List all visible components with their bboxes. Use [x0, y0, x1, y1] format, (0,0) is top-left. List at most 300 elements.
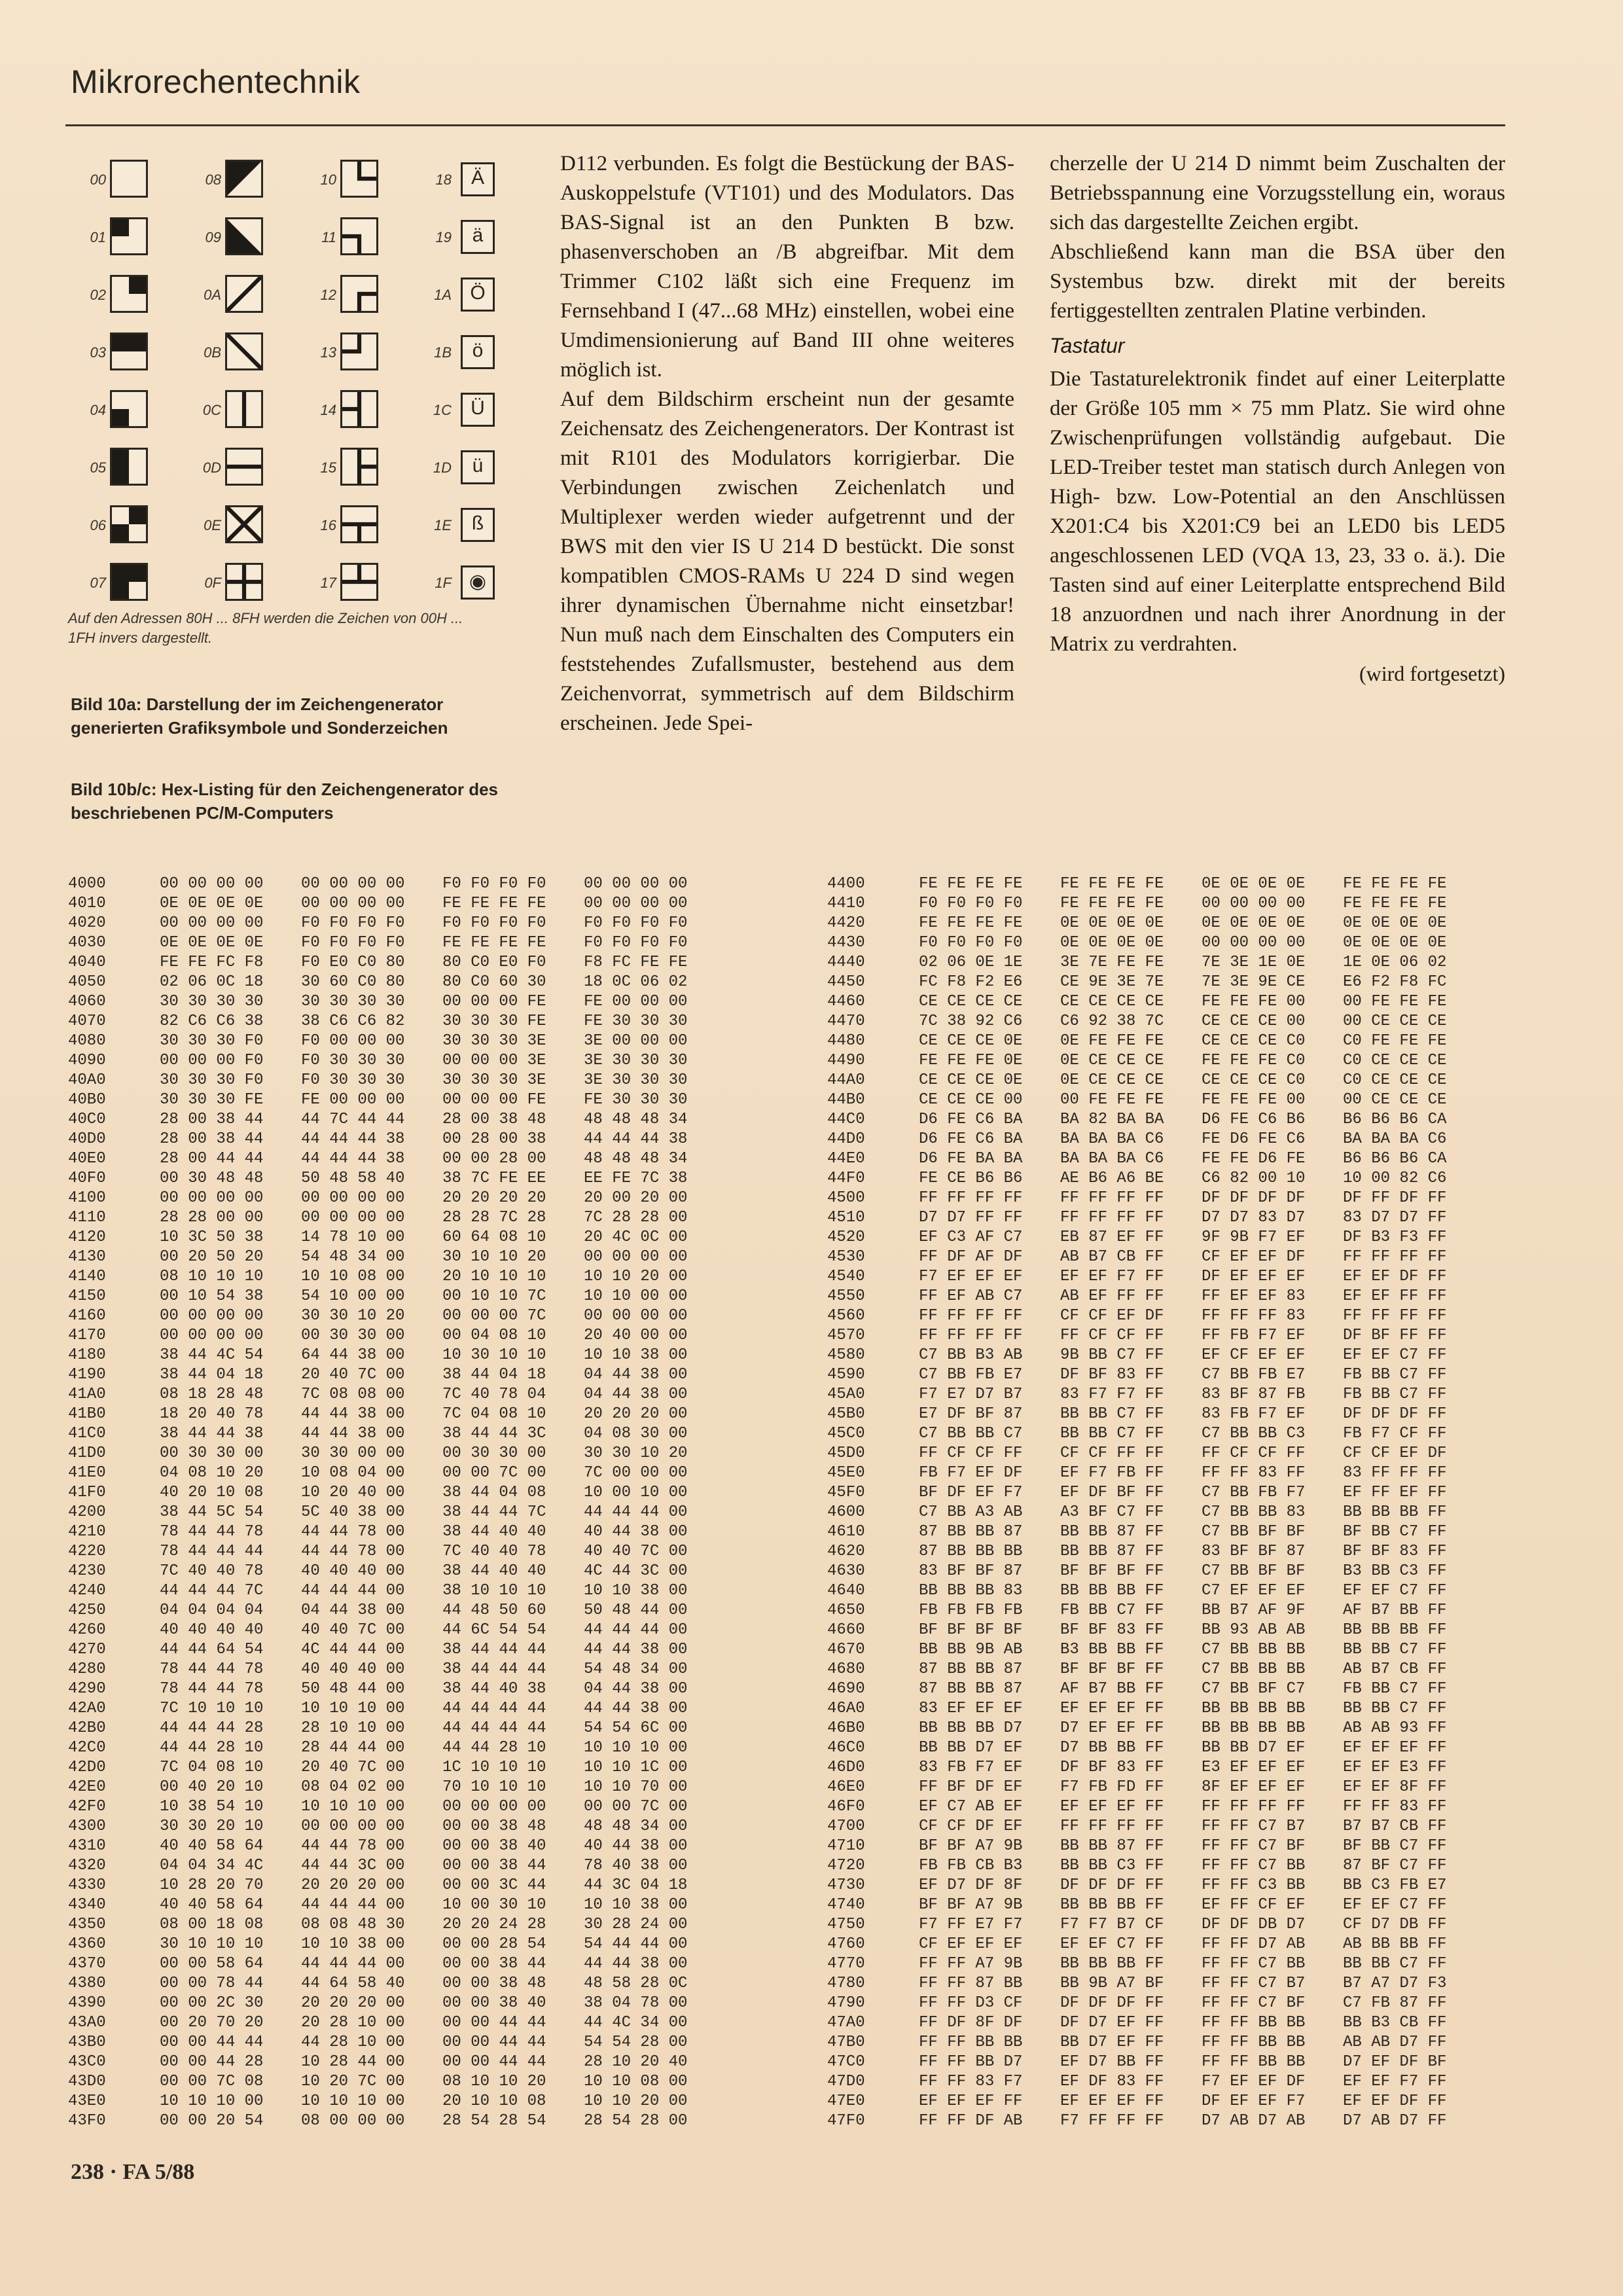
glyph-05 [65, 445, 180, 503]
glyph-symbol [340, 217, 378, 255]
hex-address: 4580 [827, 1346, 865, 1364]
hex-bytes: 00 00 78 44 [160, 1975, 264, 1992]
hex-bytes: 28 28 00 00 [160, 1209, 264, 1227]
hex-bytes: 00 00 00 00 [442, 1798, 546, 1816]
hex-bytes: C0 CE CE CE [1343, 1071, 1447, 1089]
hex-bytes: 44 3C 04 18 [584, 1876, 688, 1894]
hex-bytes: 44 28 10 00 [301, 2034, 405, 2051]
hex-bytes: C7 BB FB E7 [1202, 1366, 1306, 1384]
hex-bytes: 38 44 04 08 [442, 1484, 546, 1501]
hex-bytes: D6 FE BA BA [919, 1150, 1023, 1168]
hex-address: 4350 [68, 1916, 106, 1933]
glyph-symbol [225, 160, 263, 198]
hex-bytes: 00 00 20 54 [160, 2112, 264, 2130]
hex-bytes: 44 44 44 44 [442, 1719, 546, 1737]
hex-address: 4370 [68, 1955, 106, 1973]
glyph-symbol [110, 160, 148, 198]
glyph-1E [411, 503, 526, 560]
hex-bytes: 04 08 10 20 [160, 1464, 264, 1482]
hex-bytes: 7C 00 00 00 [584, 1464, 688, 1482]
hex-bytes: 38 44 44 44 [442, 1660, 546, 1678]
glyph-10 [296, 157, 410, 215]
hex-bytes: FF CF CF FF [919, 1444, 1023, 1462]
hex-address: 4690 [827, 1680, 865, 1698]
hex-bytes: BF DF EF F7 [919, 1484, 1023, 1501]
hex-bytes: F7 FF FF FF [1060, 2112, 1164, 2130]
hex-address: 4130 [68, 1248, 106, 1266]
hex-address: 4310 [68, 1837, 106, 1855]
hex-bytes: EF EF EF FF [1060, 1798, 1164, 1816]
glyph-symbol [110, 505, 148, 543]
hex-bytes: 0E 0E 0E 0E [1060, 934, 1164, 952]
hex-address: 42B0 [68, 1719, 106, 1737]
hex-bytes: 78 40 38 00 [584, 1857, 688, 1874]
hex-bytes: 44 4C 34 00 [584, 2014, 688, 2032]
hex-bytes: 44 44 38 00 [301, 1405, 405, 1423]
hex-bytes: 44 44 28 10 [160, 1739, 264, 1757]
hex-bytes: 40 40 40 00 [301, 1562, 405, 1580]
hex-bytes: 00 00 44 44 [160, 2034, 264, 2051]
hex-bytes: FF FF C7 B7 [1202, 1818, 1306, 1835]
hex-bytes: F0 30 30 30 [301, 1052, 405, 1069]
glyph-symbol [225, 505, 263, 543]
glyph-char: Ü [471, 397, 485, 419]
hex-bytes: 18 20 40 78 [160, 1405, 264, 1423]
hex-bytes: F7 F7 B7 CF [1060, 1916, 1164, 1933]
hex-bytes: EF EF C7 FF [1343, 1896, 1447, 1914]
hex-bytes: DF DF DF FF [1060, 1876, 1164, 1894]
hex-bytes: 38 04 78 00 [584, 1994, 688, 2012]
hex-bytes: EF EF C7 FF [1060, 1935, 1164, 1953]
hex-address: 45F0 [827, 1484, 865, 1501]
hex-bytes: 87 BB BB 87 [919, 1660, 1023, 1678]
hex-bytes: DF DF DB D7 [1202, 1916, 1306, 1933]
hex-bytes: FF FF FF FF [919, 1327, 1023, 1344]
caption-bild-10a: Bild 10a: Darstellung der im Zeichengenerator generierten Grafiksymbole und Sonderzeichen [71, 694, 448, 738]
hex-bytes: 28 00 38 44 [160, 1111, 264, 1128]
hex-bytes: CF CF DF EF [919, 1818, 1023, 1835]
glyph-code: 12 [320, 287, 336, 303]
header-rule [65, 124, 1505, 126]
hex-address: 41D0 [68, 1444, 106, 1462]
hex-bytes: 30 10 10 20 [442, 1248, 546, 1266]
hex-bytes: 00 28 00 38 [442, 1130, 546, 1148]
hex-bytes: 3E 30 30 30 [584, 1052, 688, 1069]
hex-bytes: 04 04 04 04 [160, 1602, 264, 1619]
hex-bytes: FF FF 87 BB [919, 1975, 1023, 1992]
hex-bytes: 10 10 1C 00 [584, 1759, 688, 1776]
hex-bytes: 10 10 00 00 [584, 1287, 688, 1305]
hex-bytes: BB BB BB FF [1060, 1896, 1164, 1914]
glyph-symbol [340, 390, 378, 428]
hex-address: 4330 [68, 1876, 106, 1894]
hex-bytes: DF DF DF DF [1202, 1189, 1306, 1207]
hex-address: 46E0 [827, 1778, 865, 1796]
hex-bytes: FE FE FE FE [442, 895, 546, 912]
hex-bytes: FE CE B6 B6 [919, 1170, 1023, 1187]
hex-bytes: 00 04 08 10 [442, 1327, 546, 1344]
hex-bytes: 54 10 00 00 [301, 1287, 405, 1305]
hex-bytes: F7 EF EF DF [1202, 2073, 1306, 2090]
hex-bytes: 30 60 C0 80 [301, 973, 405, 991]
hex-bytes: DF BF 83 FF [1060, 1759, 1164, 1776]
hex-bytes: AB B7 CB FF [1060, 1248, 1164, 1266]
hex-address: 4670 [827, 1641, 865, 1659]
hex-bytes: C7 BB B3 AB [919, 1346, 1023, 1364]
hex-bytes: EF D7 DF 8F [919, 1876, 1023, 1894]
hex-bytes: CE CE CE CE [919, 993, 1023, 1011]
hex-bytes: 38 44 40 40 [442, 1562, 546, 1580]
hex-bytes: FE FE FE 00 [1202, 993, 1306, 1011]
hex-bytes: F0 F0 F0 F0 [301, 914, 405, 932]
hex-bytes: C7 FB 87 FF [1343, 1994, 1447, 2012]
hex-bytes: FF CF CF FF [1202, 1444, 1306, 1462]
hex-bytes: 04 04 34 4C [160, 1857, 264, 1874]
hex-bytes: F0 E0 C0 80 [301, 954, 405, 971]
hex-bytes: 00 20 50 20 [160, 1248, 264, 1266]
hex-bytes: FE 00 00 00 [584, 993, 688, 1011]
hex-bytes: 00 00 00 00 [160, 1327, 264, 1344]
hex-bytes: EF EF 8F FF [1343, 1778, 1447, 1796]
hex-address: 43E0 [68, 2092, 106, 2110]
hex-address: 4360 [68, 1935, 106, 1953]
paragraph: Die Tastaturelektronik findet auf einer Leiterplatte der Größe 105 mm × 75 mm Platz. Sie wird ohne Zwischenprüfungen vollständig aufgebaut. Die LED-Treiber testet man statisch durch Anlegen von High- bzw. Low-Potential an den Anschlüssen X201:C4 bis X201:C9 bei an LED0 bis LED5 angeschlossenen LED (VQA 13, 23, 33 o. ä.). Die Tasten sind auf einer Leiterplatte entsprechend Bild 18 anzuordnen und nach ihrer Anordnung in der Matrix zu verdrahten. [1050, 367, 1505, 656]
hex-bytes: F0 F0 F0 F0 [584, 934, 688, 952]
hex-bytes: 7C 04 08 10 [442, 1405, 546, 1423]
glyph-code: 1C [433, 402, 452, 418]
hex-address: 4590 [827, 1366, 865, 1384]
hex-bytes: 28 10 10 00 [301, 1719, 405, 1737]
hex-bytes: FB FB CB B3 [919, 1857, 1023, 1874]
hex-bytes: 40 40 7C 00 [301, 1621, 405, 1639]
hex-address: 4400 [827, 875, 865, 893]
hex-bytes: FF FF FF FF [919, 1189, 1023, 1207]
hex-bytes: 10 28 44 00 [301, 2053, 405, 2071]
hex-bytes: CF EF EF DF [1202, 1248, 1306, 1266]
hex-bytes: BB BB BB FF [1343, 1621, 1447, 1639]
hex-bytes: BB BB C7 FF [1343, 1641, 1447, 1659]
glyph-02 [65, 272, 180, 330]
hex-bytes: C6 92 38 7C [1060, 1013, 1164, 1030]
hex-bytes: 08 18 28 48 [160, 1386, 264, 1403]
hex-bytes: 7C 04 08 10 [160, 1759, 264, 1776]
hex-address: 4030 [68, 934, 106, 952]
subheading-tastatur: Tastatur [1050, 334, 1125, 357]
hex-bytes: EF C3 AF C7 [919, 1229, 1023, 1246]
hex-bytes: FF FF BB D7 [919, 2053, 1023, 2071]
hex-bytes: BB C3 FB E7 [1343, 1876, 1447, 1894]
glyph-symbol [461, 278, 495, 312]
hex-address: 4390 [68, 1994, 106, 2012]
hex-bytes: FF FB F7 EF [1202, 1327, 1306, 1344]
glyph-code: 04 [90, 402, 106, 418]
hex-bytes: EF EF DF FF [1343, 1268, 1447, 1285]
hex-bytes: BF BF 83 FF [1060, 1621, 1164, 1639]
hex-address: 4240 [68, 1582, 106, 1600]
hex-bytes: FF FF FF FF [1060, 1189, 1164, 1207]
hex-bytes: 28 00 38 44 [160, 1130, 264, 1148]
hex-bytes: FF FF FF FF [919, 1307, 1023, 1325]
hex-address: 4570 [827, 1327, 865, 1344]
hex-address: 4380 [68, 1975, 106, 1992]
hex-address: 4470 [827, 1013, 865, 1030]
hex-bytes: 0E 0E 0E 0E [160, 934, 264, 952]
hex-bytes: AB EF FF FF [1060, 1287, 1164, 1305]
hex-bytes: 44 44 44 7C [160, 1582, 264, 1600]
hex-bytes: 80 C0 E0 F0 [442, 954, 546, 971]
hex-bytes: BA 82 BA BA [1060, 1111, 1164, 1128]
glyph-char: ◉ [469, 571, 487, 592]
hex-bytes: B3 BB BB FF [1060, 1641, 1164, 1659]
hex-bytes: FF FF BB BB [1202, 2034, 1306, 2051]
glyph-code: 00 [90, 171, 106, 188]
hex-bytes: 00 00 44 44 [442, 2034, 546, 2051]
hex-bytes: 38 7C FE EE [442, 1170, 546, 1187]
hex-bytes: EF EF FF FF [1343, 1287, 1447, 1305]
hex-bytes: 9F 9B F7 EF [1202, 1229, 1306, 1246]
glyph-block [112, 565, 146, 582]
hex-bytes: 0E CE CE CE [1060, 1052, 1164, 1069]
glyph-symbol [110, 275, 148, 313]
glyph-symbol [225, 217, 263, 255]
glyph-08 [181, 157, 295, 215]
hex-bytes: CF CF FF FF [1060, 1444, 1164, 1462]
hex-bytes: D7 D7 83 D7 [1202, 1209, 1306, 1227]
glyph-figure [65, 157, 524, 615]
hex-bytes: 00 00 7C 08 [160, 2073, 264, 2090]
glyph-0E [181, 503, 295, 560]
glyph-code: 05 [90, 459, 106, 476]
hex-bytes: 44 44 44 28 [160, 1719, 264, 1737]
hex-bytes: 20 20 20 00 [301, 1876, 405, 1894]
hex-bytes: 8F EF EF EF [1202, 1778, 1306, 1796]
hex-bytes: 10 3C 50 38 [160, 1229, 264, 1246]
hex-bytes: 00 00 00 FE [442, 1091, 546, 1109]
hex-bytes: 54 48 34 00 [301, 1248, 405, 1266]
glyph-code: 18 [435, 171, 452, 188]
hex-bytes: BB BB C3 FF [1060, 1857, 1164, 1874]
glyph-code: 01 [90, 229, 106, 245]
hex-bytes: DF B3 F3 FF [1343, 1229, 1447, 1246]
hex-bytes: 00 00 00 00 [584, 875, 688, 893]
hex-address: 4620 [827, 1543, 865, 1560]
glyph-symbol [461, 565, 495, 600]
hex-bytes: D7 AB D7 AB [1202, 2112, 1306, 2130]
glyph-code: 14 [320, 402, 336, 418]
hex-bytes: CE CE CE 00 [1202, 1013, 1306, 1030]
hex-address: 40F0 [68, 1170, 106, 1187]
hex-bytes: FF FF FF FF [1060, 1818, 1164, 1835]
hex-bytes: 00 00 00 00 [584, 1248, 688, 1266]
hex-bytes: 10 10 38 00 [584, 1346, 688, 1364]
hex-bytes: FE FE FE 0E [919, 1052, 1023, 1069]
hex-bytes: 30 30 30 F0 [160, 1032, 264, 1050]
hex-bytes: FF FF BB BB [1202, 2053, 1306, 2071]
hex-bytes: 83 BF 87 FB [1202, 1386, 1306, 1403]
hex-bytes: 00 00 00 00 [160, 1307, 264, 1325]
hex-address: 47C0 [827, 2053, 865, 2071]
hex-address: 4410 [827, 895, 865, 912]
hex-bytes: F7 E7 D7 B7 [919, 1386, 1023, 1403]
hex-bytes: 44 44 44 44 [442, 1700, 546, 1717]
hex-address: 4610 [827, 1523, 865, 1541]
hex-bytes: 60 64 08 10 [442, 1229, 546, 1246]
hex-bytes: DF BF 83 FF [1060, 1366, 1164, 1384]
hex-bytes: 00 00 44 44 [442, 2014, 546, 2032]
hex-bytes: 04 44 38 00 [584, 1366, 688, 1384]
hex-bytes: 1C 10 10 10 [442, 1759, 546, 1776]
hex-bytes: FB BB C7 FF [1343, 1680, 1447, 1698]
hex-bytes: F0 F0 F0 F0 [442, 914, 546, 932]
hex-address: 4160 [68, 1307, 106, 1325]
hex-bytes: D7 D7 FF FF [919, 1209, 1023, 1227]
hex-address: 4260 [68, 1621, 106, 1639]
hex-bytes: FE FE FE FE [919, 875, 1023, 893]
hex-bytes: 40 20 10 08 [160, 1484, 264, 1501]
glyph-code: 1A [434, 287, 452, 303]
hex-bytes: FB BB C7 FF [1060, 1602, 1164, 1619]
hex-bytes: E7 DF BF 87 [919, 1405, 1023, 1423]
glyph-char: ä [472, 224, 484, 246]
hex-bytes: EF EF E3 FF [1343, 1759, 1447, 1776]
hex-bytes: BF BF A7 9B [919, 1896, 1023, 1914]
hex-address: 4460 [827, 993, 865, 1011]
hex-bytes: 00 00 00 FE [442, 993, 546, 1011]
hex-address: 40A0 [68, 1071, 106, 1089]
hex-bytes: 30 30 10 20 [301, 1307, 405, 1325]
hex-bytes: FF FF 83 F7 [919, 2073, 1023, 2090]
glyph-code: 0D [202, 459, 221, 476]
hex-bytes: 1E 0E 06 02 [1343, 954, 1447, 971]
hex-address: 4710 [827, 1837, 865, 1855]
glyph-code: 10 [320, 171, 336, 188]
glyph-symbol [225, 448, 263, 486]
hex-bytes: 10 10 70 00 [584, 1778, 688, 1796]
hex-address: 43A0 [68, 2014, 106, 2032]
hex-bytes: 00 FE FE FE [1343, 993, 1447, 1011]
hex-address: 4050 [68, 973, 106, 991]
hex-bytes: 30 10 10 10 [160, 1935, 264, 1953]
hex-bytes: 00 CE CE CE [1343, 1091, 1447, 1109]
hex-bytes: BB BB BB D7 [919, 1719, 1023, 1737]
hex-bytes: 00 00 44 44 [442, 2053, 546, 2071]
glyph-code: 06 [90, 517, 106, 533]
hex-bytes: 54 44 44 00 [584, 1935, 688, 1953]
hex-address: 4560 [827, 1307, 865, 1325]
hex-bytes: 7C 10 10 10 [160, 1700, 264, 1717]
hex-address: 4250 [68, 1602, 106, 1619]
glyph-symbol [340, 275, 378, 313]
hex-bytes: FE FE FE FE [1343, 895, 1447, 912]
hex-bytes: 38 44 40 40 [442, 1523, 546, 1541]
hex-bytes: FE FE FE 00 [1202, 1091, 1306, 1109]
hex-bytes: 0E FE FE FE [1060, 1032, 1164, 1050]
hex-bytes: 7C 08 08 00 [301, 1386, 405, 1403]
hex-bytes: 87 BB BB 87 [919, 1680, 1023, 1698]
hex-bytes: 38 44 04 18 [442, 1366, 546, 1384]
hex-bytes: EF EF DF FF [1343, 2092, 1447, 2110]
hex-bytes: 7C 40 40 78 [160, 1562, 264, 1580]
hex-bytes: BB BB 87 FF [1060, 1837, 1164, 1855]
hex-bytes: 78 44 44 44 [160, 1543, 264, 1560]
hex-bytes: 20 40 7C 00 [301, 1366, 405, 1384]
glyph-block [112, 334, 146, 351]
glyph-1C [411, 387, 526, 445]
hex-bytes: DF FF DF FF [1343, 1189, 1447, 1207]
hex-bytes: B3 BB C3 FF [1343, 1562, 1447, 1580]
glyph-19 [411, 215, 526, 272]
hex-address: 4280 [68, 1660, 106, 1678]
hex-bytes: 30 28 24 00 [584, 1916, 688, 1933]
hex-bytes: 78 44 44 78 [160, 1660, 264, 1678]
glyph-block [112, 450, 129, 484]
hex-bytes: 83 FF FF FF [1343, 1464, 1447, 1482]
continued-note: (wird fortgesetzt) [1359, 662, 1505, 685]
hex-address: 41C0 [68, 1425, 106, 1443]
glyph-code: 07 [90, 575, 106, 591]
paragraph: Auf dem Bildschirm erscheint nun der gesamte Zeichensatz des Zeichengenerators. Der Kontrast ist mit R101 des Modulators korrigierbar. Die Verbindungen zwischen Zeichenlatch und Multiplexer werden wieder aufgetrennt und der BWS mit den vier IS U 214 D bestückt. Die sonst kompatiblen CMOS-RAMs U 224 D sind wegen ihrer dynamischen Übernahme nicht einsetzbar! Nun muß nach dem Einschalten des Computers ein feststehendes Zufallsmuster, bestehend aus dem Zeichenvorrat, symmetrisch auf dem Bildschirm erscheinen. Jede Spei- [560, 387, 1014, 735]
hex-address: 4170 [68, 1327, 106, 1344]
hex-address: 44C0 [827, 1111, 865, 1128]
hex-bytes: C7 BB FB F7 [1202, 1484, 1306, 1501]
glyph-1B [411, 330, 526, 387]
hex-bytes: 44 44 78 00 [301, 1523, 405, 1541]
hex-bytes: 44 44 28 10 [442, 1739, 546, 1757]
hex-bytes: 04 44 38 00 [584, 1680, 688, 1698]
hex-bytes: BB BB D7 EF [1202, 1739, 1306, 1757]
hex-bytes: FE FE D6 FE [1202, 1150, 1306, 1168]
glyph-char: ü [472, 455, 484, 476]
glyph-11 [296, 215, 410, 272]
glyph-code: 08 [205, 171, 221, 188]
hex-bytes: 10 20 40 00 [301, 1484, 405, 1501]
hex-bytes: FF FF C7 B7 [1202, 1975, 1306, 1992]
hex-bytes: DF DF DF FF [1343, 1405, 1447, 1423]
hex-bytes: C7 BB BF C7 [1202, 1680, 1306, 1698]
hex-bytes: 87 BB BB BB [919, 1543, 1023, 1560]
hex-bytes: 82 C6 C6 38 [160, 1013, 264, 1030]
glyph-symbol [110, 448, 148, 486]
hex-bytes: 20 4C 0C 00 [584, 1229, 688, 1246]
hex-bytes: FF BF DF EF [919, 1778, 1023, 1796]
hex-address: 42A0 [68, 1700, 106, 1717]
hex-bytes: BB BB D7 EF [919, 1739, 1023, 1757]
hex-bytes: C7 BB BB 83 [1202, 1503, 1306, 1521]
hex-bytes: FF FF C7 BF [1202, 1837, 1306, 1855]
hex-bytes: 00 CE CE CE [1343, 1013, 1447, 1030]
hex-bytes: C7 BB BF BF [1202, 1523, 1306, 1541]
glyph-symbol [225, 563, 263, 601]
hex-bytes: 48 48 48 34 [584, 1150, 688, 1168]
hex-bytes: 00 40 20 10 [160, 1778, 264, 1796]
hex-bytes: 83 FB F7 EF [1202, 1405, 1306, 1423]
hex-bytes: 04 08 30 00 [584, 1425, 688, 1443]
hex-bytes: 30 30 20 10 [160, 1818, 264, 1835]
glyph-0C [181, 387, 295, 445]
glyph-symbol [110, 390, 148, 428]
hex-bytes: 04 44 38 00 [584, 1386, 688, 1403]
hex-bytes: 00 00 7C 00 [584, 1798, 688, 1816]
hex-address: 4110 [68, 1209, 106, 1227]
glyph-0B [181, 330, 295, 387]
footer-separator: · [109, 2160, 117, 2184]
hex-bytes: CF CF EF DF [1060, 1307, 1164, 1325]
hex-address: 4210 [68, 1523, 106, 1541]
hex-address: 4450 [827, 973, 865, 991]
hex-bytes: FE 30 30 30 [584, 1013, 688, 1030]
hex-bytes: CF CF EF DF [1343, 1444, 1447, 1462]
hex-bytes: C7 BB BB C3 [1202, 1425, 1306, 1443]
